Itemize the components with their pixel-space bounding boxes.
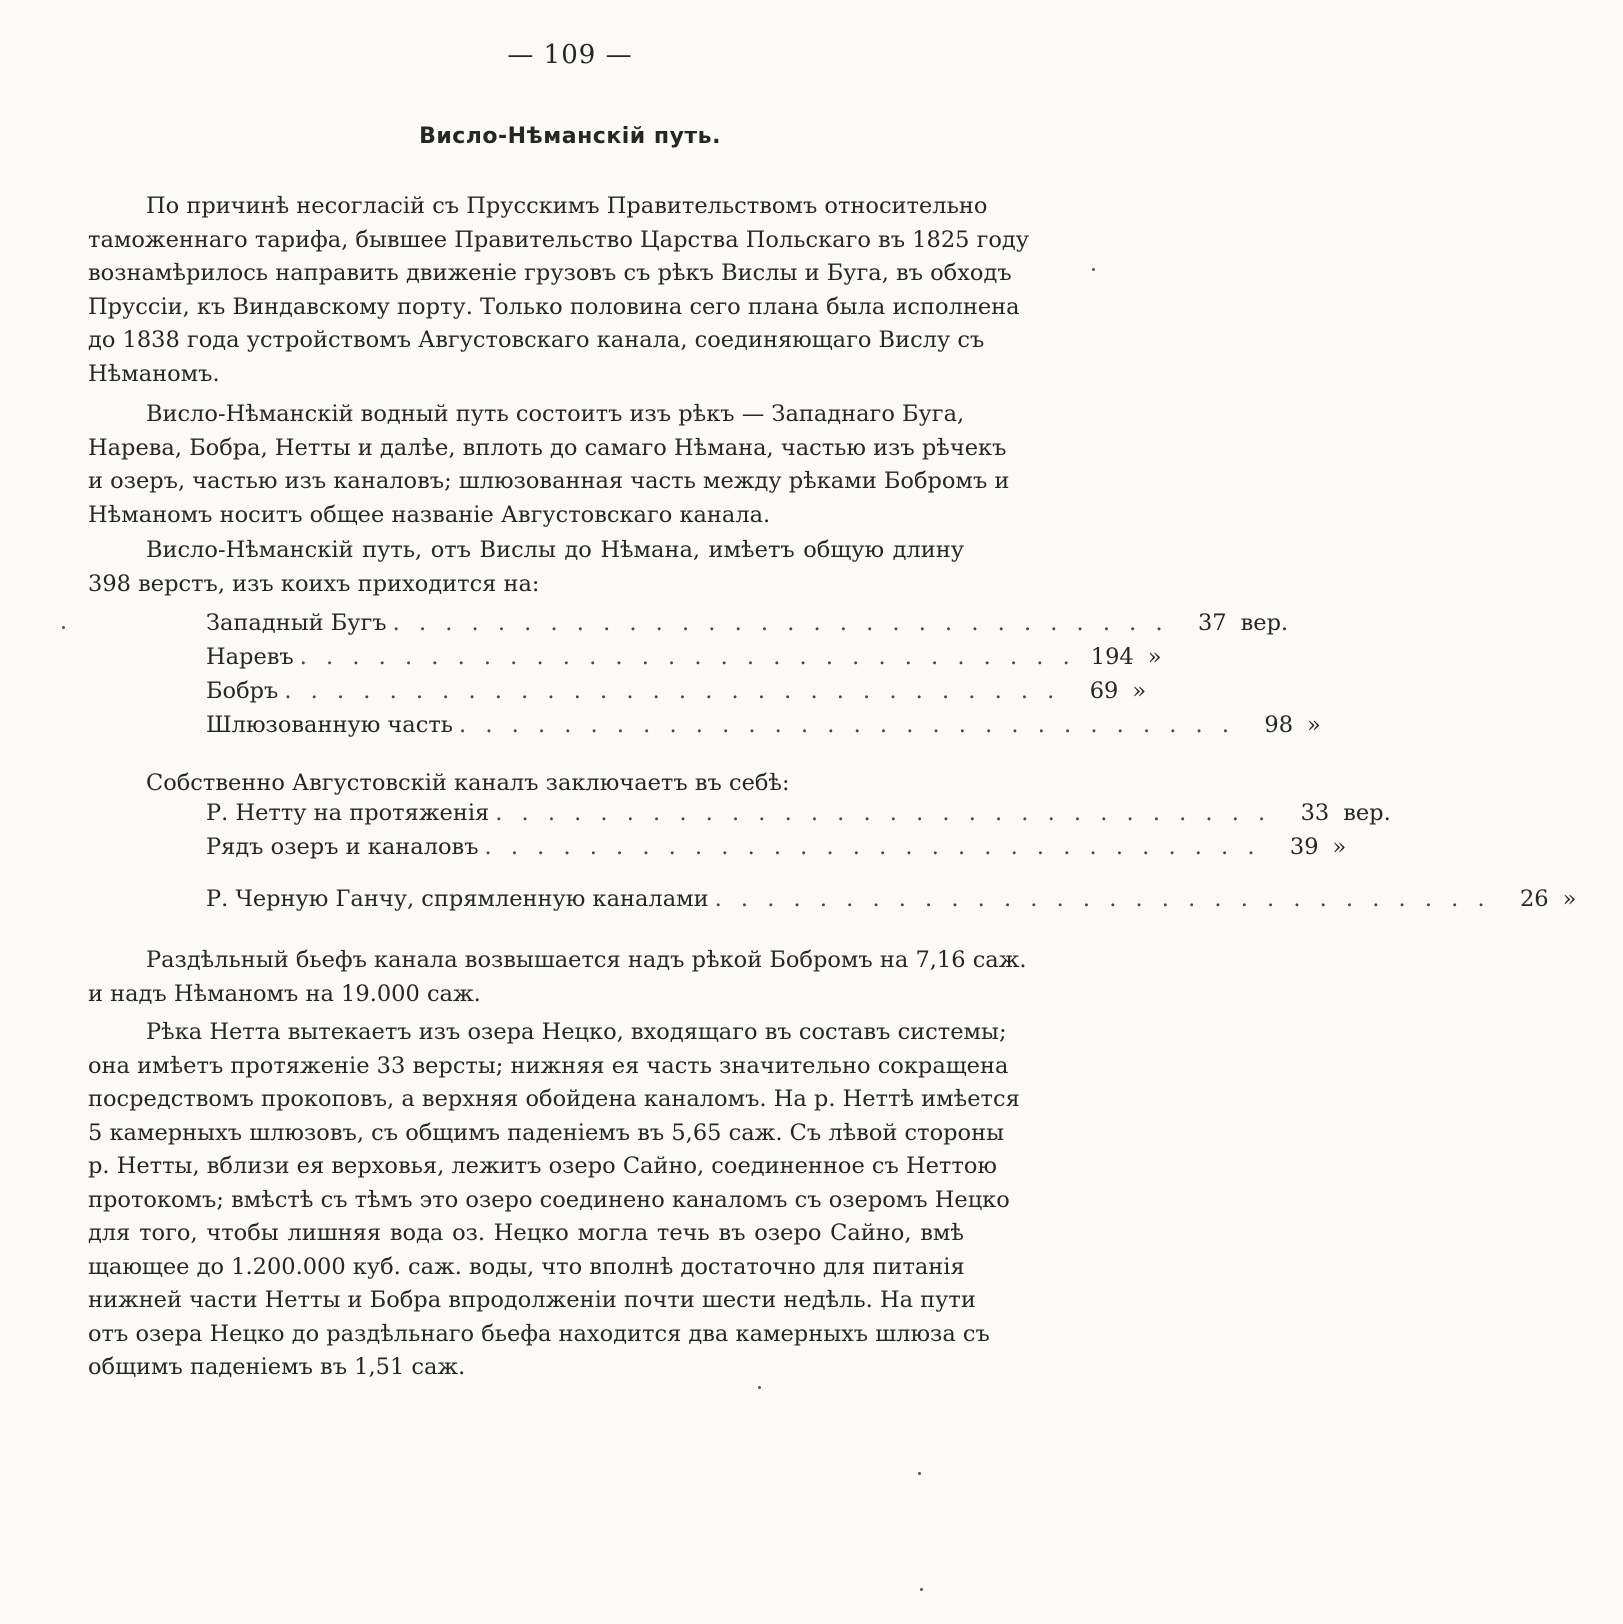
text-line: общимъ паденіемъ въ 1,51 саж.: [88, 1354, 466, 1380]
route-length-table: [206, 610, 1321, 746]
text-line: 5 камерныхъ шлюзовъ, съ общимъ паденіемъ въ 5,65 саж. Съ лѣвой стороны: [88, 1119, 1004, 1146]
text-line: р. Нетты, вблизи ея верховья, лежитъ озеро Сайно, соединенное съ Неттою: [88, 1153, 997, 1179]
text-line: и озеръ, частью изъ каналовъ; шлюзованная часть между рѣками Бобромъ и: [88, 468, 1010, 494]
text-line: Нарева, Бобра, Нетты и далѣе, вплоть до самаго Нѣмана, частью изъ рѣчекъ: [88, 434, 1007, 461]
row-value: 26: [1519, 886, 1549, 912]
row-value: 69: [1089, 678, 1119, 704]
row-unit: »: [1307, 712, 1321, 738]
row-unit: »: [1562, 886, 1577, 912]
print-speck: [920, 1588, 923, 1591]
dot-leader: . . . . . . . . . . . . . . . . . . . . . . . . . . . . . .: [495, 800, 1272, 826]
text-line: до 1838 года устройствомъ Августовскаго канала, соединяющаго Вислу съ: [88, 327, 985, 353]
paragraph-2: [88, 398, 1010, 532]
row-label: Шлюзованную часть: [206, 712, 454, 738]
table-row: [206, 644, 1162, 678]
paragraph-4: [88, 944, 1027, 1011]
text-line: вознамѣрилось направить движеніе грузовъ съ рѣкъ Вислы и Буга, въ обходъ: [88, 260, 1012, 286]
text-line: протокомъ; вмѣстѣ съ тѣмъ это озеро соединено каналомъ съ озеромъ Нецко: [88, 1186, 1010, 1213]
text-line: Рѣка Нетта вытекаетъ изъ озера Нецко, входящаго въ составъ системы;: [146, 1019, 1007, 1045]
row-unit: »: [1132, 678, 1147, 704]
table-row: [206, 610, 1289, 644]
page-number: — 109 —: [507, 40, 633, 70]
text-line: и надъ Нѣманомъ на 19.000 саж.: [88, 980, 481, 1007]
text-line: Пруссіи, къ Виндавскому порту. Только половина сего плана была исполнена: [88, 293, 1020, 320]
paragraph-5: [88, 1016, 1020, 1385]
row-value: 37: [1197, 610, 1227, 636]
dot-leader: . . . . . . . . . . . . . . . . . . . . . . . . . . . . . .: [392, 610, 1169, 636]
section-heading: Висло-Нѣманскій путь.: [419, 124, 721, 149]
print-speck: [62, 626, 65, 629]
dot-leader: . . . . . . . . . . . . . . . . . . . . . . . . . . . . . .: [714, 886, 1491, 912]
row-label: Западный Бугъ: [206, 610, 387, 636]
table-row: [206, 800, 1391, 834]
print-speck: [758, 1386, 761, 1389]
paragraph-3: [88, 534, 964, 601]
dot-leader: . . . . . . . . . . . . . . . . . . . . . . . . . . . . . .: [284, 678, 1061, 704]
dot-leader: . . . . . . . . . . . . . . . . . . . . . . . . . . . . . .: [459, 712, 1236, 738]
row-unit: вер.: [1343, 800, 1391, 826]
row-unit: »: [1147, 644, 1162, 670]
row-value: 39: [1289, 834, 1319, 860]
row-unit: вер.: [1240, 610, 1289, 636]
dot-leader: . . . . . . . . . . . . . . . . . . . . . . . . . . . . . .: [299, 644, 1076, 670]
text-line: Висло-Нѣманскій водный путь состоитъ изъ рѣкъ — Западнаго Буга,: [146, 401, 965, 427]
text-line: По причинѣ несогласій съ Прусскимъ Правительствомъ относительно: [146, 193, 988, 219]
paragraph-1: [88, 190, 1030, 391]
table-row: [206, 834, 1347, 868]
row-label: Р. Нетту на протяженія: [206, 800, 490, 826]
text-line: Нѣманомъ носитъ общее названіе Августовскаго канала.: [88, 501, 771, 528]
text-line: она имѣетъ протяженіе 33 версты; нижняя ея часть значительно сокращена: [88, 1052, 1009, 1079]
text-line: Висло-Нѣманскій путь, отъ Вислы до Нѣмана, имѣетъ общую длину: [146, 537, 964, 563]
row-value: 33: [1300, 800, 1330, 826]
dot-leader: . . . . . . . . . . . . . . . . . . . . . . . . . . . . . .: [484, 834, 1261, 860]
row-label: Бобръ: [206, 678, 279, 704]
row-value: 194: [1090, 644, 1134, 670]
print-speck: [1092, 268, 1095, 271]
text-line: посредствомъ прокоповъ, а верхняя обойдена каналомъ. На р. Неттѣ имѣется: [88, 1086, 1020, 1112]
text-line: 398 верстъ, изъ коихъ приходится на:: [88, 570, 540, 597]
row-value: 98: [1264, 712, 1294, 738]
row-label: Р. Черную Ганчу, спрямленную каналами: [206, 886, 709, 912]
text-line: Раздѣльный бьефъ канала возвышается надъ рѣкой Бобромъ на 7,16 саж.: [146, 947, 1027, 973]
canal-composition-table: [206, 800, 1577, 920]
table-row: [206, 712, 1321, 746]
row-label: Наревъ: [206, 644, 294, 670]
text-line: для того, чтобы лишняя вода оз. Нецко могла течь въ озеро Сайно, вмѣ: [88, 1220, 964, 1246]
print-speck: [918, 1472, 921, 1475]
text-line: Нѣманомъ.: [88, 360, 220, 387]
text-line: таможеннаго тарифа, бывшее Правительство Царства Польскаго въ 1825 году: [88, 226, 1030, 253]
text-line: нижней части Нетты и Бобра впродолженіи почти шести недѣль. На пути: [88, 1287, 976, 1313]
row-unit: »: [1332, 834, 1347, 860]
row-label: Рядъ озеръ и каналовъ: [206, 834, 479, 860]
canal-subheading: Собственно Августовскій каналъ заключаетъ въ себѣ:: [146, 770, 790, 796]
text-line: щающее до 1.200.000 куб. саж. воды, что вполнѣ достаточно для питанія: [88, 1253, 965, 1280]
table-row: [206, 886, 1577, 920]
table-row: [206, 678, 1147, 712]
text-line: отъ озера Нецко до раздѣльнаго бьефа находится два камерныхъ шлюза съ: [88, 1320, 990, 1347]
